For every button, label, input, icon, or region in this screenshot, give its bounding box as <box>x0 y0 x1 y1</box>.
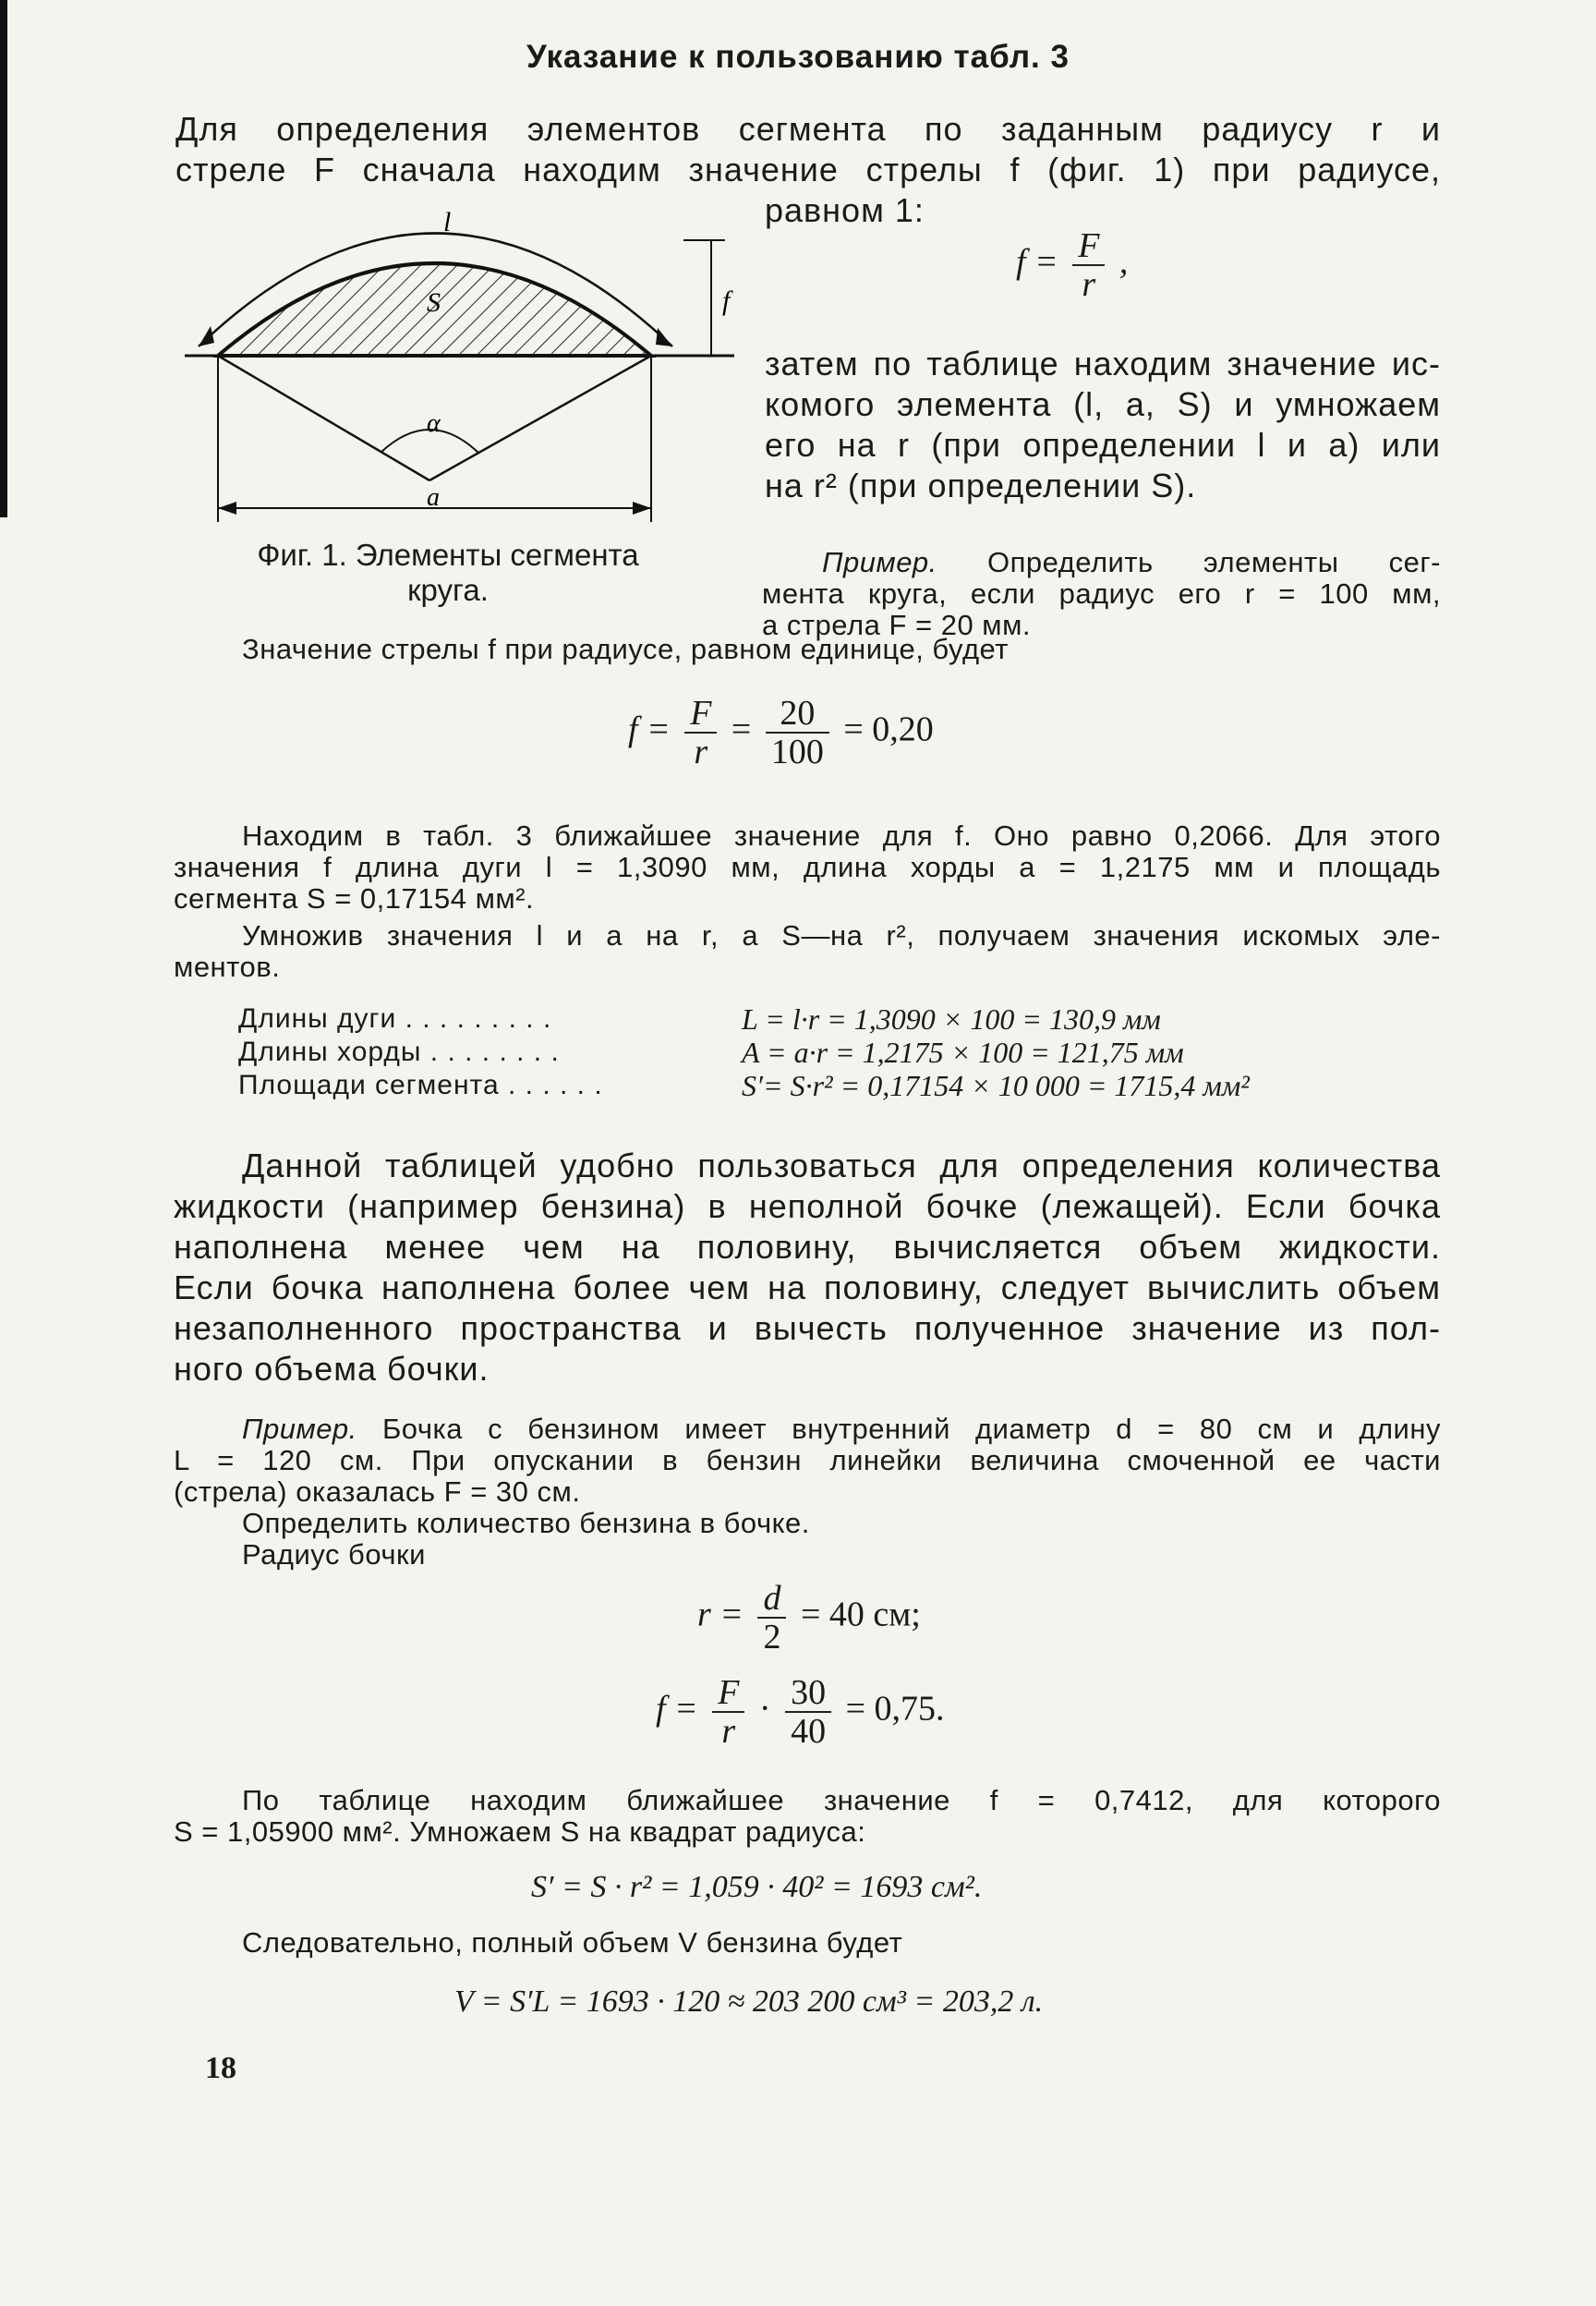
example2-label: Пример. <box>242 1413 357 1445</box>
usage-line-5: незаполненного пространства и вычесть полученное значение из пол- <box>174 1309 1441 1347</box>
equals: = <box>731 710 752 749</box>
result-row-arc <box>238 1002 1439 1036</box>
denominator: r <box>694 733 708 771</box>
usage-line-1: Данной таблицей удобно пользоваться для определения количества <box>242 1147 1441 1184</box>
example1-line-4: Значение стрелы f при радиусе, равном единице, будет <box>242 633 1009 665</box>
numerator: 30 <box>785 1674 831 1713</box>
result-row-area <box>238 1069 1439 1102</box>
multiply-line-2: ментов. <box>174 951 281 983</box>
label-a: a <box>427 483 440 512</box>
formula-example1 <box>628 695 934 771</box>
label-f: f <box>722 285 731 316</box>
denominator: 40 <box>791 1712 827 1751</box>
steps-line-3: его на r (при определении l и a) или <box>765 426 1441 464</box>
result-label: Длины хорды . . . . . . . . <box>238 1037 560 1067</box>
radius-left <box>218 356 429 480</box>
steps-line-2: комого элемента (l, a, S) и умножаем <box>765 385 1441 423</box>
caption-line-1: Фиг. 1. Элементы сегмента <box>257 538 639 572</box>
example1-line-3: а стрела F = 20 мм. <box>762 609 1032 641</box>
usage-line-6: ного объема бочки. <box>174 1350 490 1388</box>
fraction <box>1072 227 1105 303</box>
label-S: S <box>427 287 441 318</box>
example1-line-2: мента круга, если радиус его r = 100 мм, <box>762 577 1441 610</box>
fraction-F-over-r <box>712 1674 744 1750</box>
formula-area-scaled: S′ = S · r² = 1,059 · 40² = 1693 см². <box>531 1870 983 1904</box>
formula-lhs: r = <box>697 1595 744 1634</box>
multiply-dot: · <box>758 1689 771 1729</box>
result-label: Площади сегмента . . . . . . <box>238 1070 603 1100</box>
denominator: r <box>1082 265 1096 304</box>
example2-line-1 <box>242 1414 1441 1445</box>
intro-line-2: стреле F сначала находим значение стрелы f (фиг. 1) при радиусе, <box>175 151 1441 188</box>
formula-f-equals-F-over-r <box>1016 227 1128 303</box>
numerator: 20 <box>766 695 829 734</box>
result-label: Длины дуги . . . . . . . . . <box>238 1003 552 1034</box>
usage-line-3: наполнена менее чем на половину, вычисляется объем жидкости. <box>174 1228 1441 1266</box>
formula-rhs: = 40 см; <box>800 1595 921 1634</box>
formula-volume: V = S′L = 1693 · 120 ≈ 203 200 см³ = 203,2 л. <box>454 1984 1044 2019</box>
result: = 0,20 <box>843 710 934 749</box>
multiply-line-1: Умножив значения l и a на r, а S—на r², получаем значения искомых эле- <box>242 919 1441 952</box>
denominator: 100 <box>770 733 824 771</box>
caption-line-2: круга. <box>407 573 489 607</box>
example1-label: Пример. <box>822 546 937 578</box>
example2-line-2: L = 120 см. При опускании в бензин линейки величина смоченной ее части <box>174 1444 1441 1476</box>
result-row-chord <box>238 1036 1439 1069</box>
fraction-30-over-40 <box>785 1674 831 1750</box>
fraction-F-over-r <box>684 695 717 771</box>
usage-line-4: Если бочка наполнена более чем на половину, следует вычислить объем <box>174 1268 1441 1306</box>
formula-lhs: f = <box>1016 242 1058 282</box>
formula-comma: , <box>1118 242 1129 282</box>
result-value: S′= S·r² = 0,17154 × 10 000 = 1715,4 мм² <box>742 1069 1250 1102</box>
intro-line-3: равном 1: <box>765 191 925 229</box>
example1-line-1 <box>822 547 1441 578</box>
lookup-line-3: сегмента S = 0,17154 мм². <box>174 882 535 915</box>
formula-lhs: f = <box>628 710 671 749</box>
denominator: r <box>721 1712 736 1751</box>
example2-line-4: Определить количество бензина в бочке. <box>242 1507 810 1539</box>
numerator: d <box>757 1580 786 1619</box>
lookup-line-1: Находим в табл. 3 ближайшее значение для f. Оно равно 0,2066. Для этого <box>242 819 1441 852</box>
result-value: L = l·r = 1,3090 × 100 = 130,9 мм <box>742 1002 1161 1036</box>
steps-line-4: на r² (при определении S). <box>765 467 1197 504</box>
fraction-d-over-2 <box>757 1580 786 1656</box>
denominator: 2 <box>763 1618 781 1657</box>
dim-arrow-left <box>218 502 236 515</box>
radius-right <box>429 356 651 480</box>
example2-line-1-rest: Бочка с бензином имеет внутренний диаметр d = 80 см и длину <box>381 1413 1441 1445</box>
example1-line-1-rest: Определить элементы сег- <box>986 546 1441 578</box>
formula-f-value <box>656 1674 945 1750</box>
formula-lhs: f = <box>656 1689 698 1729</box>
label-l: l <box>443 208 452 237</box>
final-line-3: Следовательно, полный объем V бензина будет <box>242 1926 903 1959</box>
page-number: 18 <box>205 2051 236 2085</box>
final-line-2: S = 1,05900 мм². Умножаем S на квадрат радиуса: <box>174 1815 866 1848</box>
label-alpha: α <box>427 409 441 438</box>
intro-line-1: Для определения элементов сегмента по заданным радиусу r и <box>175 110 1441 148</box>
arrowhead-right <box>656 328 672 346</box>
lookup-line-2: значения f длина дуги l = 1,3090 мм, длина хорды a = 1,2175 мм и площадь <box>174 851 1441 883</box>
fraction-20-over-100 <box>766 695 829 771</box>
page-title: Указание к пользованию табл. 3 <box>526 39 1070 75</box>
formula-radius <box>697 1580 921 1656</box>
results-list <box>238 1002 1439 1102</box>
segment-figure <box>185 208 739 540</box>
example2-line-3: (стрела) оказалась F = 30 см. <box>174 1475 581 1508</box>
numerator: F <box>1072 227 1105 266</box>
usage-line-2: жидкости (например бензина) в неполной бочке (лежащей). Если бочка <box>174 1187 1441 1225</box>
numerator: F <box>712 1674 744 1713</box>
result-value: A = a·r = 1,2175 × 100 = 121,75 мм <box>742 1036 1184 1069</box>
dim-arrow-right <box>633 502 651 515</box>
final-line-1: По таблице находим ближайшее значение f = 0,7412, для которого <box>242 1784 1441 1816</box>
page-edge-shadow <box>0 0 11 517</box>
example2-line-5: Радиус бочки <box>242 1538 426 1571</box>
steps-line-1: затем по таблице находим значение ис- <box>765 345 1441 382</box>
numerator: F <box>684 695 717 734</box>
figure-caption <box>208 538 688 608</box>
formula-rhs: = 0,75. <box>845 1689 945 1729</box>
arrowhead-left <box>199 326 214 346</box>
